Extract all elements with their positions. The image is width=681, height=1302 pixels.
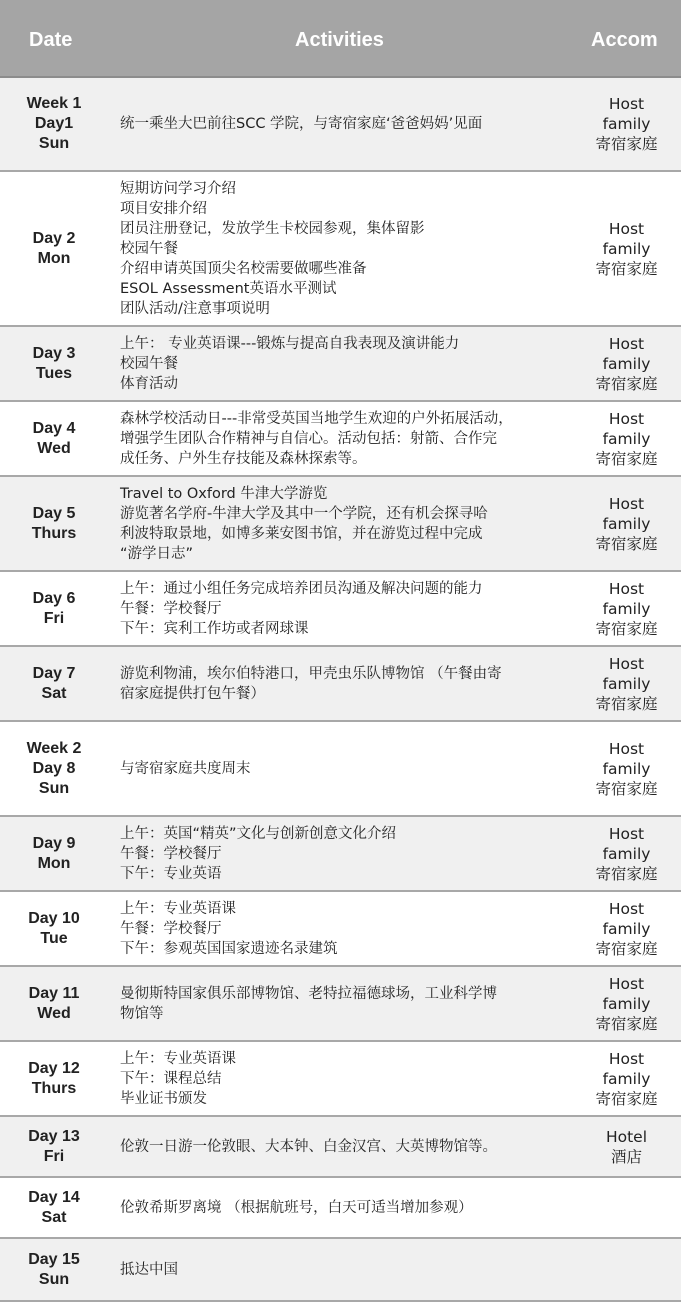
accom-cell-line: family bbox=[602, 239, 651, 258]
accom-cell-line: family bbox=[602, 1069, 651, 1088]
accom-cell bbox=[572, 402, 681, 475]
activities-cell-line: 下午：课程总结 bbox=[120, 1070, 222, 1087]
accom-cell-line: Host bbox=[608, 334, 645, 353]
table-row bbox=[0, 817, 681, 892]
date-cell-line: Sun bbox=[38, 135, 70, 152]
accom-cell-line: family bbox=[602, 429, 651, 448]
date-cell-line: Day 11 bbox=[28, 984, 80, 1002]
date-cell-line: Day 12 bbox=[28, 1059, 80, 1077]
activities-cell bbox=[120, 817, 572, 890]
date-cell-line: Week 2 bbox=[26, 739, 82, 757]
activities-cell-line: 游览利物浦，埃尔伯特港口，甲壳虫乐队博物馆 （午餐由寄 bbox=[120, 665, 502, 682]
activities-cell bbox=[120, 1042, 572, 1115]
accom-cell-line: 寄宿家庭 bbox=[595, 1014, 658, 1033]
accom-cell-line: 寄宿家庭 bbox=[595, 1089, 658, 1108]
date-cell-line: Day 14 bbox=[28, 1188, 80, 1206]
date-cell-line: Day 3 bbox=[32, 344, 76, 362]
activities-cell bbox=[120, 477, 572, 570]
accom-cell-line: Host bbox=[608, 579, 645, 598]
activities-cell-line: 午餐：学校餐厅 bbox=[120, 845, 222, 862]
date-cell bbox=[0, 78, 108, 170]
date-cell bbox=[0, 1178, 108, 1237]
accom-cell bbox=[572, 1178, 681, 1237]
date-cell-line: Day 4 bbox=[32, 419, 76, 437]
date-cell bbox=[0, 967, 108, 1040]
accom-cell-line: 寄宿家庭 bbox=[595, 864, 658, 883]
table-row bbox=[0, 1117, 681, 1178]
accom-cell-line: Host bbox=[608, 1049, 645, 1068]
table-row bbox=[0, 572, 681, 647]
activities-cell bbox=[120, 647, 572, 720]
date-cell bbox=[0, 722, 108, 815]
date-cell-line: Day 2 bbox=[32, 229, 76, 247]
header-accom: Accom bbox=[591, 29, 658, 51]
date-cell-line: Thurs bbox=[31, 524, 77, 542]
table-row bbox=[0, 1178, 681, 1239]
date-cell-line: Wed bbox=[37, 439, 71, 457]
date-cell-line: Week 1 bbox=[26, 95, 82, 112]
date-cell bbox=[0, 892, 108, 965]
activities-cell bbox=[120, 722, 572, 815]
table-row bbox=[0, 172, 681, 327]
activities-cell-line: 团员注册登记，发放学生卡校园参观，集体留影 bbox=[120, 220, 425, 237]
accom-cell-line: 寄宿家庭 bbox=[595, 259, 658, 278]
date-cell-line: Wed bbox=[37, 1004, 71, 1022]
activities-cell-line: “游学日志” bbox=[120, 545, 194, 562]
accom-cell-line: family bbox=[602, 354, 651, 373]
activities-cell bbox=[120, 402, 572, 475]
activities-cell-line: 森林学校活动日---非常受英国当地学生欢迎的户外拓展活动， bbox=[120, 410, 513, 427]
date-cell-line: Day 6 bbox=[32, 589, 76, 607]
activities-cell-line: ESOL Assessment英语水平测试 bbox=[120, 280, 337, 297]
date-cell bbox=[0, 327, 108, 400]
activities-cell bbox=[120, 78, 572, 170]
activities-cell bbox=[120, 892, 572, 965]
table-row bbox=[0, 722, 681, 817]
accom-cell bbox=[572, 327, 681, 400]
accom-cell-line: 寄宿家庭 bbox=[595, 779, 658, 798]
date-cell-line: Sun bbox=[38, 779, 70, 797]
accom-cell bbox=[572, 572, 681, 645]
accom-cell-line: family bbox=[602, 599, 651, 618]
accom-cell-line: family bbox=[602, 674, 651, 693]
activities-cell-line: 体育活动 bbox=[120, 375, 178, 392]
accom-cell bbox=[572, 78, 681, 170]
table-row bbox=[0, 78, 681, 172]
activities-cell bbox=[120, 327, 572, 400]
activities-cell-line: 校园午餐 bbox=[120, 240, 178, 257]
accom-cell bbox=[572, 817, 681, 890]
accom-cell bbox=[572, 967, 681, 1040]
date-cell-line: Sat bbox=[41, 684, 67, 702]
date-cell bbox=[0, 572, 108, 645]
header-date: Date bbox=[29, 29, 73, 51]
date-cell-line: Day 9 bbox=[32, 834, 76, 852]
table-row bbox=[0, 327, 681, 402]
date-cell bbox=[0, 402, 108, 475]
accom-cell bbox=[572, 647, 681, 720]
activities-cell-line: 上午： 专业英语课---锻炼与提高自我表现及演讲能力 bbox=[120, 335, 460, 352]
date-cell bbox=[0, 172, 108, 325]
accom-cell-line: 寄宿家庭 bbox=[595, 534, 658, 553]
date-cell-line: Thurs bbox=[31, 1079, 77, 1097]
accom-cell-line: family bbox=[602, 994, 651, 1013]
date-cell-line: Day 15 bbox=[28, 1250, 80, 1268]
header-activities: Activities bbox=[295, 29, 384, 51]
activities-cell-line: 伦敦一日游一伦敦眼、大本钟、白金汉宫、大英博物馆等。 bbox=[120, 1138, 497, 1155]
accom-cell-line: 寄宿家庭 bbox=[595, 449, 658, 468]
activities-cell bbox=[120, 572, 572, 645]
accom-cell-line: family bbox=[602, 514, 651, 533]
activities-cell-line: 项目安排介绍 bbox=[120, 200, 207, 217]
activities-cell bbox=[120, 1178, 572, 1237]
date-cell-line: Tue bbox=[40, 929, 68, 947]
accom-cell-line: 寄宿家庭 bbox=[595, 619, 658, 638]
accom-cell-line: family bbox=[602, 844, 651, 863]
accom-cell-line: Host bbox=[608, 824, 645, 843]
activities-cell-line: 上午：专业英语课 bbox=[120, 900, 236, 917]
table-row bbox=[0, 402, 681, 477]
activities-cell-line: 游览著名学府-牛津大学及其中一个学院，还有机会探寻哈 bbox=[120, 505, 488, 522]
date-cell-line: Day 7 bbox=[32, 664, 76, 682]
accom-cell-line: 寄宿家庭 bbox=[595, 135, 658, 153]
date-cell-line: Day 13 bbox=[28, 1127, 80, 1145]
activities-cell-line: 毕业证书颁发 bbox=[120, 1090, 207, 1107]
table-row bbox=[0, 892, 681, 967]
activities-cell-line: 物馆等 bbox=[120, 1005, 164, 1022]
activities-cell-line: 午餐：学校餐厅 bbox=[120, 600, 222, 617]
table-row bbox=[0, 967, 681, 1042]
accom-cell-line: Host bbox=[608, 974, 645, 993]
activities-cell-line: 校园午餐 bbox=[120, 355, 178, 372]
date-cell-line: Mon bbox=[37, 249, 71, 267]
date-cell bbox=[0, 647, 108, 720]
table-row bbox=[0, 477, 681, 572]
activities-cell-line: 上午：专业英语课 bbox=[120, 1050, 236, 1067]
accom-cell bbox=[572, 172, 681, 325]
accom-cell-line: Host bbox=[608, 654, 645, 673]
accom-cell bbox=[572, 1117, 681, 1176]
accom-cell-line: Hotel bbox=[605, 1127, 648, 1146]
table-header bbox=[0, 0, 681, 78]
accom-cell bbox=[572, 892, 681, 965]
date-cell bbox=[0, 817, 108, 890]
accom-cell-line: Host bbox=[608, 494, 645, 513]
activities-cell bbox=[120, 172, 572, 325]
accom-cell-line: Host bbox=[608, 219, 645, 238]
activities-cell-line: 增强学生团队合作精神与自信心。活动包括：射箭、合作完 bbox=[120, 430, 497, 447]
activities-cell-line: 上午：英国“精英”文化与创新创意文化介绍 bbox=[120, 825, 397, 842]
activities-cell-line: 上午：通过小组任务完成培养团员沟通及解决问题的能力 bbox=[120, 580, 483, 597]
activities-cell-line: 短期访问学习介绍 bbox=[120, 180, 236, 197]
date-cell bbox=[0, 1239, 108, 1300]
activities-cell-line: 宿家庭提供打包午餐） bbox=[120, 685, 265, 702]
activities-cell-line: 成任务、户外生存技能及森林探索等。 bbox=[120, 450, 367, 467]
accom-cell-line: Host bbox=[608, 95, 645, 113]
date-cell bbox=[0, 1117, 108, 1176]
date-cell-line: Fri bbox=[43, 609, 65, 627]
activities-cell-line: 统一乘坐大巴前往SCC 学院，与寄宿家庭‘爸爸妈妈’见面 bbox=[120, 116, 483, 132]
activities-cell-line: Travel to Oxford 牛津大学游览 bbox=[120, 485, 328, 502]
activities-cell-line: 与寄宿家庭共度周末 bbox=[120, 760, 251, 777]
activities-cell-line: 下午：专业英语 bbox=[120, 865, 222, 882]
accom-cell-line: family bbox=[602, 115, 651, 133]
date-cell bbox=[0, 477, 108, 570]
activities-cell-line: 午餐：学校餐厅 bbox=[120, 920, 222, 937]
date-cell-line: Day 10 bbox=[28, 909, 80, 927]
date-cell-line: Tues bbox=[35, 364, 73, 382]
activities-cell bbox=[120, 967, 572, 1040]
accom-cell-line: 寄宿家庭 bbox=[595, 939, 658, 958]
activities-cell-line: 利波特取景地，如博多莱安图书馆，并在游览过程中完成 bbox=[120, 525, 483, 542]
activities-cell-line: 下午：参观英国国家遗迹名录建筑 bbox=[120, 940, 338, 957]
activities-cell-line: 介绍申请英国顶尖名校需要做哪些准备 bbox=[120, 260, 367, 277]
accom-cell-line: Host bbox=[608, 899, 645, 918]
accom-cell bbox=[572, 1042, 681, 1115]
activities-cell-line: 下午：宾利工作坊或者网球课 bbox=[120, 620, 309, 637]
accom-cell-line: Host bbox=[608, 739, 645, 758]
accom-cell-line: family bbox=[602, 919, 651, 938]
accom-cell-line: 酒店 bbox=[610, 1147, 642, 1166]
accom-cell-line: Host bbox=[608, 409, 645, 428]
date-cell-line: Sun bbox=[38, 1270, 70, 1288]
activities-cell-line: 曼彻斯特国家俱乐部博物馆、老特拉福德球场，工业科学博 bbox=[120, 985, 497, 1002]
accom-cell-line: 寄宿家庭 bbox=[595, 694, 658, 713]
accom-cell-line: family bbox=[602, 759, 651, 778]
activities-cell-line: 伦敦希斯罗离境 （根据航班号，白天可适当增加参观） bbox=[120, 1199, 473, 1216]
date-cell-line: Sat bbox=[41, 1208, 67, 1226]
date-cell-line: Day 5 bbox=[32, 504, 76, 522]
date-cell-line: Day1 bbox=[34, 115, 74, 132]
table-row bbox=[0, 647, 681, 722]
accom-cell-line: 寄宿家庭 bbox=[595, 374, 658, 393]
accom-cell bbox=[572, 1239, 681, 1300]
activities-cell bbox=[120, 1117, 572, 1176]
accom-cell bbox=[572, 477, 681, 570]
accom-cell bbox=[572, 722, 681, 815]
activities-cell bbox=[120, 1239, 572, 1300]
table-row bbox=[0, 1042, 681, 1117]
activities-cell-line: 抵达中国 bbox=[120, 1261, 178, 1278]
date-cell-line: Fri bbox=[43, 1147, 65, 1165]
date-cell-line: Day 8 bbox=[32, 759, 76, 777]
activities-cell-line: 团队活动/注意事项说明 bbox=[120, 300, 270, 317]
table-row bbox=[0, 1239, 681, 1302]
date-cell bbox=[0, 1042, 108, 1115]
date-cell-line: Mon bbox=[37, 854, 71, 872]
